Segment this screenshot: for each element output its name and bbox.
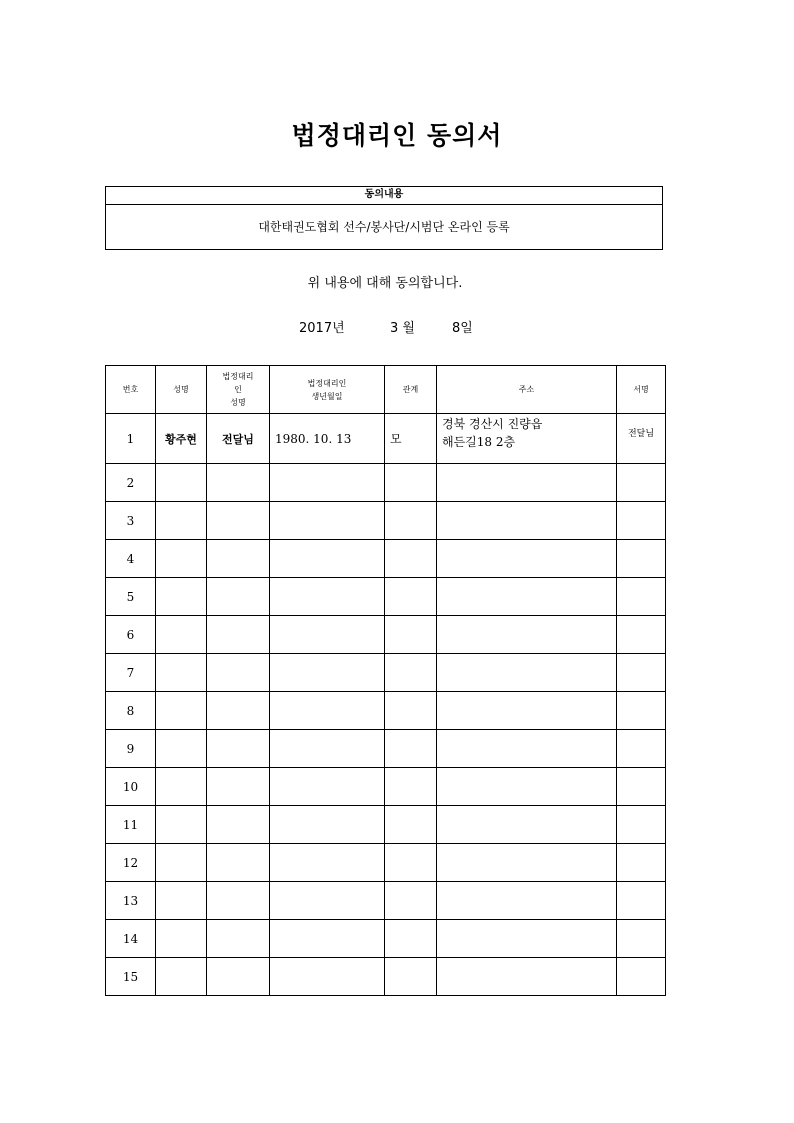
row-relation[interactable] <box>385 654 437 692</box>
header-rep-name-line2: 인 <box>234 385 242 394</box>
row-rep-name[interactable] <box>207 730 270 768</box>
table-header-row <box>106 366 666 414</box>
row-relation[interactable] <box>385 464 437 502</box>
row-rep-name[interactable] <box>207 464 270 502</box>
header-rep-birth-line2: 생년월일 <box>311 391 343 401</box>
table-row <box>106 730 666 768</box>
row-rep-name[interactable] <box>207 578 270 616</box>
table-row <box>106 464 666 502</box>
consent-content: 대한태권도협회 선수/봉사단/시범단 온라인 등록 <box>258 220 510 234</box>
row-rep-name[interactable] <box>207 692 270 730</box>
row-rep-name[interactable] <box>207 806 270 844</box>
row-signature[interactable] <box>617 920 666 958</box>
row-signature[interactable] <box>617 540 666 578</box>
row-rep-birth[interactable] <box>270 768 385 806</box>
row-number: 3 <box>106 502 156 540</box>
row-rep-birth[interactable] <box>270 540 385 578</box>
table-row <box>106 768 666 806</box>
row-name[interactable] <box>156 540 207 578</box>
header-no: 번호 <box>106 366 156 414</box>
row-number: 7 <box>106 654 156 692</box>
row-address[interactable] <box>437 654 617 692</box>
row-signature[interactable] <box>617 464 666 502</box>
row-address[interactable] <box>437 692 617 730</box>
row-relation[interactable] <box>385 958 437 996</box>
row-address[interactable] <box>437 578 617 616</box>
header-rep-name <box>207 366 270 414</box>
header-rep-name-line3: 성명 <box>230 398 246 407</box>
row-name[interactable] <box>156 692 207 730</box>
row-rep-name[interactable] <box>207 654 270 692</box>
row-rep-name[interactable] <box>207 920 270 958</box>
row-number: 11 <box>106 806 156 844</box>
row-name[interactable] <box>156 806 207 844</box>
row-name[interactable] <box>156 464 207 502</box>
row-name[interactable] <box>156 502 207 540</box>
table-row <box>106 616 666 654</box>
table-row <box>106 654 666 692</box>
consent-header: 동의내용 <box>106 187 662 205</box>
signature-table <box>105 365 666 996</box>
row-signature[interactable] <box>617 768 666 806</box>
header-rep-name-line1: 법정대리 <box>222 372 254 381</box>
row-relation: 모 <box>385 414 437 464</box>
table-row <box>106 882 666 920</box>
row-signature: 전달님 <box>617 414 666 464</box>
row-rep-birth[interactable] <box>270 578 385 616</box>
row-relation[interactable] <box>385 844 437 882</box>
row-relation[interactable] <box>385 920 437 958</box>
row-address-line2: 해든길18 2층 <box>442 435 516 449</box>
table-row <box>106 806 666 844</box>
header-address: 주소 <box>437 366 617 414</box>
row-address-line1: 경북 경산시 진량읍 <box>442 417 543 431</box>
row-rep-birth[interactable] <box>270 616 385 654</box>
row-name[interactable] <box>156 920 207 958</box>
row-relation[interactable] <box>385 616 437 654</box>
row-address[interactable] <box>437 844 617 882</box>
row-rep-birth[interactable] <box>270 958 385 996</box>
row-rep-name[interactable] <box>207 616 270 654</box>
row-number: 1 <box>106 414 156 464</box>
table-row <box>106 502 666 540</box>
row-number: 4 <box>106 540 156 578</box>
row-rep-name[interactable] <box>207 844 270 882</box>
header-relation: 관계 <box>385 366 437 414</box>
row-address[interactable] <box>437 958 617 996</box>
row-number: 10 <box>106 768 156 806</box>
row-relation[interactable] <box>385 540 437 578</box>
header-rep-birth <box>270 366 385 414</box>
row-address[interactable] <box>437 616 617 654</box>
row-rep-birth[interactable] <box>270 882 385 920</box>
row-signature[interactable] <box>617 882 666 920</box>
row-address <box>437 414 617 464</box>
row-rep-birth[interactable] <box>270 920 385 958</box>
row-signature[interactable] <box>617 730 666 768</box>
row-rep-name[interactable] <box>207 882 270 920</box>
row-name[interactable] <box>156 654 207 692</box>
row-relation[interactable] <box>385 692 437 730</box>
row-address[interactable] <box>437 464 617 502</box>
row-name[interactable] <box>156 578 207 616</box>
row-signature[interactable] <box>617 806 666 844</box>
row-name[interactable] <box>156 844 207 882</box>
row-rep-name: 전달님 <box>207 414 270 464</box>
document-title: 법정대리인 동의서 <box>291 121 503 150</box>
row-number: 6 <box>106 616 156 654</box>
row-rep-birth[interactable] <box>270 502 385 540</box>
row-signature[interactable] <box>617 692 666 730</box>
row-signature[interactable] <box>617 654 666 692</box>
row-rep-name[interactable] <box>207 502 270 540</box>
row-address[interactable] <box>437 768 617 806</box>
row-signature[interactable] <box>617 844 666 882</box>
row-address[interactable] <box>437 540 617 578</box>
row-relation[interactable] <box>385 882 437 920</box>
table-row <box>106 958 666 996</box>
row-relation[interactable] <box>385 768 437 806</box>
row-number: 9 <box>106 730 156 768</box>
row-name: 황주현 <box>156 414 207 464</box>
row-rep-name[interactable] <box>207 958 270 996</box>
table-row <box>106 920 666 958</box>
row-name[interactable] <box>156 882 207 920</box>
header-signature: 서명 <box>617 366 666 414</box>
table-row <box>106 578 666 616</box>
table-row <box>106 414 666 464</box>
row-rep-birth[interactable] <box>270 692 385 730</box>
row-rep-birth[interactable] <box>270 844 385 882</box>
row-relation[interactable] <box>385 806 437 844</box>
row-address[interactable] <box>437 502 617 540</box>
row-rep-name[interactable] <box>207 540 270 578</box>
row-rep-name[interactable] <box>207 768 270 806</box>
row-rep-birth: 1980. 10. 13 <box>270 414 385 464</box>
row-number: 14 <box>106 920 156 958</box>
date-day: 8일 <box>452 321 473 336</box>
row-number: 2 <box>106 464 156 502</box>
date-month: 3 월 <box>390 321 415 336</box>
row-address[interactable] <box>437 730 617 768</box>
table-row <box>106 692 666 730</box>
row-name[interactable] <box>156 616 207 654</box>
header-rep-birth-line1: 법정대리인 <box>307 378 347 388</box>
row-name[interactable] <box>156 768 207 806</box>
row-name[interactable] <box>156 730 207 768</box>
row-signature[interactable] <box>617 958 666 996</box>
table-row <box>106 844 666 882</box>
row-address[interactable] <box>437 806 617 844</box>
row-rep-birth[interactable] <box>270 654 385 692</box>
row-relation[interactable] <box>385 502 437 540</box>
row-address[interactable] <box>437 882 617 920</box>
row-number: 8 <box>106 692 156 730</box>
table-row <box>106 540 666 578</box>
row-signature[interactable] <box>617 616 666 654</box>
row-rep-birth[interactable] <box>270 806 385 844</box>
row-signature[interactable] <box>617 502 666 540</box>
agreement-statement: 위 내용에 대해 동의합니다. <box>307 276 463 291</box>
row-relation[interactable] <box>385 578 437 616</box>
header-name: 성명 <box>156 366 207 414</box>
row-number: 15 <box>106 958 156 996</box>
row-rep-birth[interactable] <box>270 730 385 768</box>
date-year: 2017년 <box>299 321 345 336</box>
row-number: 12 <box>106 844 156 882</box>
row-number: 13 <box>106 882 156 920</box>
consent-box <box>105 186 663 250</box>
row-number: 5 <box>106 578 156 616</box>
row-address[interactable] <box>437 920 617 958</box>
row-relation[interactable] <box>385 730 437 768</box>
row-signature[interactable] <box>617 578 666 616</box>
row-name[interactable] <box>156 958 207 996</box>
row-rep-birth[interactable] <box>270 464 385 502</box>
